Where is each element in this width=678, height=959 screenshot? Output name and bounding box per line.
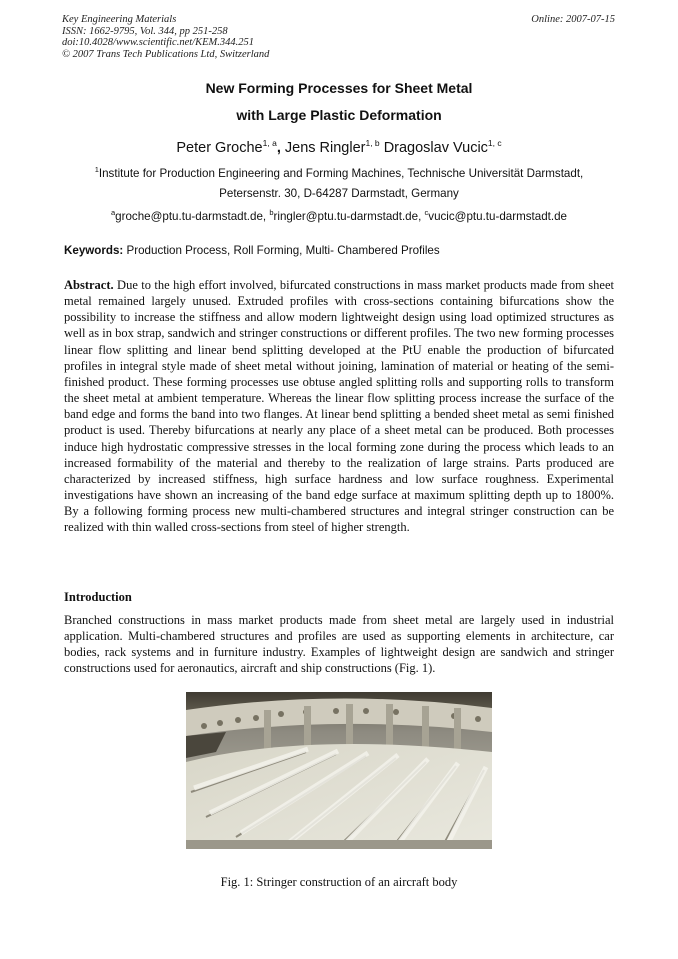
author-superscript: 1, a	[262, 138, 277, 148]
figure-1-caption: Fig. 1: Stringer construction of an aircraft body	[220, 875, 458, 889]
email-groche: groche@ptu.tu-darmstadt.de,	[115, 210, 270, 223]
section-heading-introduction: Introduction	[64, 590, 132, 604]
journal-header	[62, 14, 269, 60]
keywords	[64, 244, 440, 257]
email-vucic: vucic@ptu.tu-darmstadt.de	[428, 210, 567, 223]
author-list	[0, 138, 678, 156]
abstract	[64, 277, 614, 536]
stringer-construction-photo	[186, 692, 492, 849]
journal-issn: ISSN: 1662-9795, Vol. 344, pp 251-258	[62, 25, 228, 37]
online-date: Online: 2007-07-15	[531, 14, 615, 25]
affiliation-line-1	[0, 165, 678, 180]
affiliation-text: Institute for Production Engineering and Forming Machines, Technische Universität Darmstadt,	[98, 167, 584, 180]
email-superscript: a	[111, 208, 116, 217]
affiliation-superscript: 1	[94, 165, 99, 174]
abstract-label: Abstract.	[64, 278, 114, 292]
journal-doi: doi:10.4028/www.scientific.net/KEM.344.251	[62, 37, 254, 48]
email-ringler: ringler@ptu.tu-darmstadt.de,	[273, 210, 425, 223]
author-name: Jens Ringler	[284, 140, 366, 156]
email-superscript: c	[424, 208, 429, 217]
affiliation-line-2: Petersenstr. 30, D-64287 Darmstadt, Germany	[219, 187, 459, 200]
paper-title-line-1: New Forming Processes for Sheet Metal	[205, 80, 473, 96]
author-superscript: 1, c	[487, 138, 502, 148]
keywords-text: Production Process, Roll Forming, Multi- Chambered Profiles	[123, 244, 440, 257]
author-name: Peter Groche	[176, 140, 263, 156]
author-superscript: 1, b	[365, 138, 380, 148]
author-separator: ,	[276, 140, 281, 156]
journal-name: Key Engineering Materials	[62, 14, 177, 25]
figure-1-photo	[186, 692, 492, 849]
author-emails	[0, 208, 678, 223]
journal-copyright: © 2007 Trans Tech Publications Ltd, Switzerland	[62, 48, 270, 60]
email-superscript: b	[269, 208, 274, 217]
abstract-text: Due to the high effort involved, bifurcated constructions in mass market products made from sheet metal remained largely unused. Extruded profiles with cross-sections containing bifurcations show the possibility to increase the stiffness and allow modern lightweight design using load optimized structures as well as in box strap, sandwich and stringer constructions or different profiles. The two new forming processes linear flow splitting and linear bend splitting developed at the PtU enable the production of bifurcated profiles in integral style made of sheet metal without joining, lamination of material or heating of the semi-finished product. These forming processes use obtuse angled splitting rolls and supporting rolls to transform the sheet metal at ambient temperature. Whereas the linear flow splitting process increase the surface of the band edge and forms the band into two flanges. At linear bend splitting a bended sheet metal as semi finished product is used. Thereby bifurcations at nearly any place of a sheet metal can be produced. Both processes induce high hydrostatic compressive stresses in the local forming zone during the process which leads to an increased formability of the material and thereby to the realization of large strains. Parts produced are characterized by increased stiffness, high surface hardness and low surface roughness. Experimental investigations have shown an increasing of the band edge surface at maximum splitting depth up to 1800%. By a following forming process new multi-chambered structures and integral stringer construction can be realized with thin walled cross-sections from steel of higher strength.	[64, 278, 614, 535]
introduction-paragraph: Branched constructions in mass market products made from sheet metal are largely used in industrial application. Multi-chambered structures and profiles are used as supporting elements in architecture, car bodies, rack systems and in furniture industry. Examples of lightweight design are sandwich and stringer constructions used for aeronautics, aircraft and ship constructions (Fig. 1).	[64, 613, 614, 676]
paper-title-line-2: with Large Plastic Deformation	[236, 107, 442, 123]
author-name: Dragoslav Vucic	[383, 140, 488, 156]
keywords-label: Keywords:	[64, 244, 124, 257]
